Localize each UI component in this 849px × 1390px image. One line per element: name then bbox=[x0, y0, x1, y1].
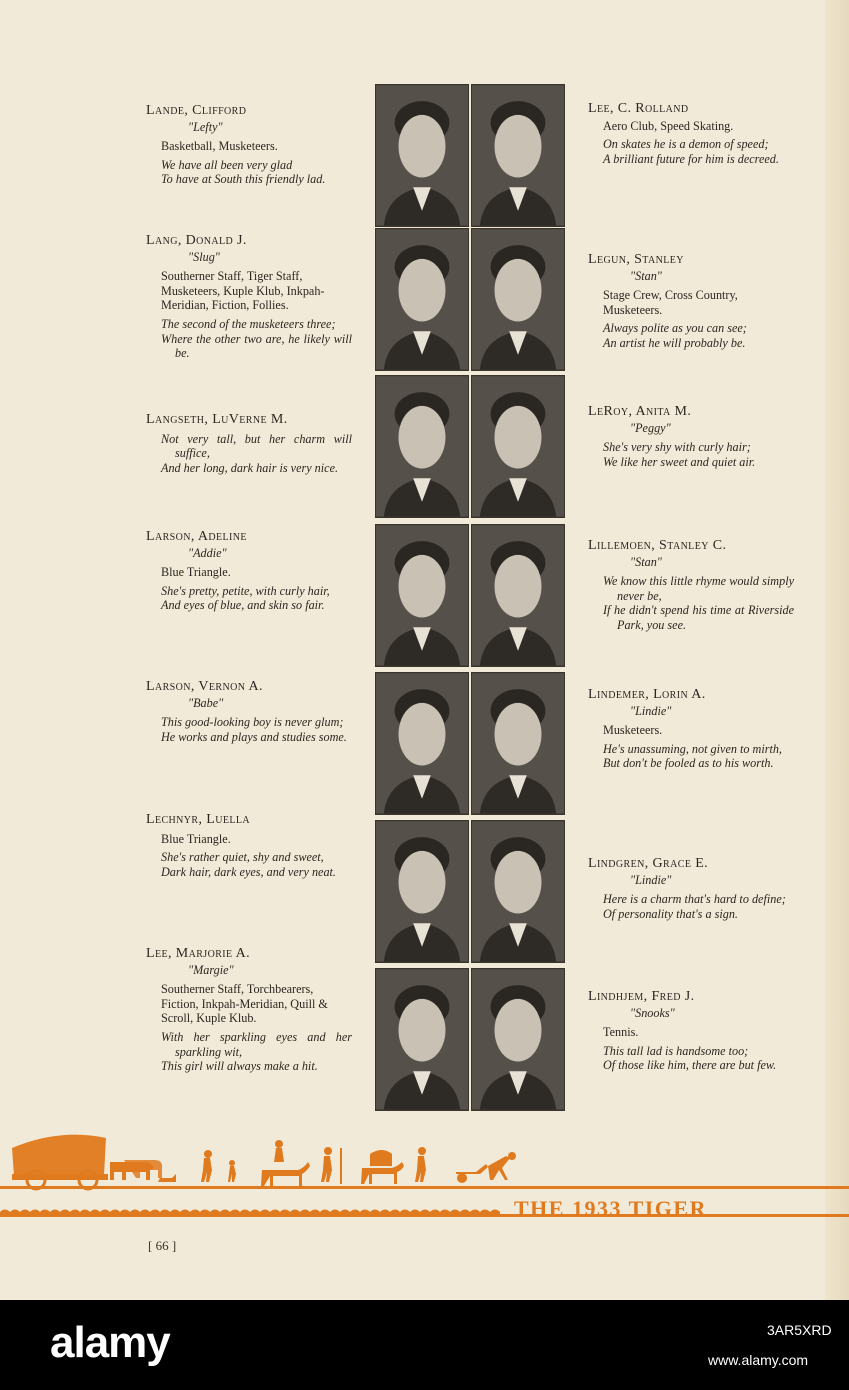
student-entry bbox=[588, 688, 794, 771]
verse-line: Of those like him, there are but few. bbox=[603, 1058, 777, 1073]
student-activities: Stage Crew, Cross Country, Musketeers. bbox=[603, 288, 738, 317]
student-entry bbox=[146, 234, 352, 361]
verse-line: To have at South this friendly lad. bbox=[161, 172, 326, 187]
student-verse bbox=[146, 432, 352, 476]
student-verse bbox=[588, 742, 794, 771]
student-name: Lillemoen, Stanley C. bbox=[588, 538, 727, 553]
verse-line: We know this little rhyme would simply never be, bbox=[603, 574, 794, 603]
student-verse bbox=[146, 850, 352, 879]
student-verse bbox=[588, 137, 794, 166]
student-activities: Musketeers. bbox=[603, 723, 663, 738]
student-verse bbox=[588, 440, 794, 469]
student-verse bbox=[146, 317, 352, 361]
student-portrait bbox=[375, 524, 469, 667]
verse-line: Not very tall, but her charm will suffice, bbox=[161, 431, 352, 461]
student-nickname: "Babe" bbox=[188, 695, 224, 710]
student-activities: Aero Club, Speed Skating. bbox=[603, 118, 734, 133]
verse-line: We have all been very glad bbox=[161, 157, 293, 172]
student-portrait bbox=[375, 968, 469, 1111]
verse-line: If he didn't spend his time at Riverside Park, you see. bbox=[603, 603, 794, 632]
watermark-url: www.alamy.com bbox=[708, 1352, 809, 1368]
student-nickname: "Stan" bbox=[630, 554, 662, 569]
student-activities: Southerner Staff, Torchbearers, Fiction, Inkpah-Meridian, Quill & Scroll, Kuple Klub. bbox=[161, 982, 328, 1026]
student-nickname: "Lindie" bbox=[630, 872, 672, 887]
student-verse bbox=[146, 1030, 352, 1074]
yearbook-title: THE 1933 TIGER bbox=[514, 1196, 707, 1221]
wagon-train-frieze bbox=[0, 1118, 849, 1228]
student-entry bbox=[588, 990, 794, 1073]
verse-line: This good-looking boy is never glum; bbox=[161, 715, 344, 730]
student-portrait bbox=[471, 820, 565, 963]
student-name: Lee, Marjorie A. bbox=[146, 946, 251, 961]
student-name: Lang, Donald J. bbox=[146, 233, 247, 248]
student-nickname: "Snooks" bbox=[630, 1005, 675, 1020]
verse-line: And her long, dark hair is very nice. bbox=[161, 460, 339, 475]
student-nickname: "Lindie" bbox=[630, 703, 672, 718]
student-entry bbox=[146, 104, 352, 187]
student-verse bbox=[588, 574, 794, 632]
verse-line: She's pretty, petite, with curly hair, bbox=[161, 583, 330, 598]
student-portrait bbox=[375, 84, 469, 227]
verse-line: An artist he will probably be. bbox=[603, 335, 746, 350]
student-portrait bbox=[471, 672, 565, 815]
student-verse bbox=[588, 1044, 794, 1073]
student-verse bbox=[146, 584, 352, 613]
student-name: Lande, Clifford bbox=[146, 103, 247, 118]
student-name: Langseth, LuVerne M. bbox=[146, 412, 288, 427]
verse-line: He works and plays and studies some. bbox=[161, 729, 347, 744]
student-entry bbox=[588, 102, 794, 166]
student-name: Larson, Vernon A. bbox=[146, 679, 263, 694]
student-entry bbox=[588, 253, 794, 351]
student-nickname: "Addie" bbox=[188, 545, 227, 560]
student-entry bbox=[146, 813, 352, 879]
student-activities: Blue Triangle. bbox=[161, 565, 231, 580]
student-portrait bbox=[471, 228, 565, 371]
student-nickname: "Lefty" bbox=[188, 119, 223, 134]
student-entry bbox=[146, 947, 352, 1074]
student-name: Lindhjem, Fred J. bbox=[588, 989, 695, 1004]
student-nickname: "Stan" bbox=[630, 268, 662, 283]
verse-line: With her sparkling eyes and her sparkling wit, bbox=[161, 1029, 352, 1059]
student-nickname: "Slug" bbox=[188, 249, 220, 264]
student-entry bbox=[588, 405, 794, 469]
student-activities: Tennis. bbox=[603, 1025, 639, 1040]
verse-line: A brilliant future for him is decreed. bbox=[603, 151, 779, 166]
verse-line: Of personality that's a sign. bbox=[603, 906, 738, 921]
image-code: 3AR5XRD bbox=[767, 1322, 832, 1338]
student-entry bbox=[146, 413, 352, 475]
student-nickname: "Peggy" bbox=[630, 420, 671, 435]
student-name: LeRoy, Anita M. bbox=[588, 404, 692, 419]
verse-line: But don't be fooled as to his worth. bbox=[603, 756, 774, 771]
verse-line: And eyes of blue, and skin so fair. bbox=[161, 598, 325, 613]
page-number: [ 66 ] bbox=[148, 1238, 177, 1253]
verse-line: We like her sweet and quiet air. bbox=[603, 454, 756, 469]
student-entry bbox=[588, 857, 794, 921]
verse-line: This girl will always make a hit. bbox=[161, 1059, 318, 1074]
student-name: Legun, Stanley bbox=[588, 252, 684, 267]
verse-line: She's rather quiet, shy and sweet, bbox=[161, 850, 324, 865]
student-verse bbox=[588, 321, 794, 350]
student-portrait bbox=[471, 84, 565, 227]
student-portrait bbox=[375, 375, 469, 518]
verse-line: Always polite as you can see; bbox=[603, 321, 747, 336]
student-verse bbox=[146, 715, 352, 744]
student-name: Lee, C. Rolland bbox=[588, 101, 689, 116]
verse-line: On skates he is a demon of speed; bbox=[603, 137, 769, 152]
verse-line: He's unassuming, not given to mirth, bbox=[603, 741, 782, 756]
student-portrait bbox=[375, 228, 469, 371]
verse-line: Here is a charm that's hard to define; bbox=[603, 892, 786, 907]
student-portrait bbox=[375, 820, 469, 963]
student-portrait bbox=[471, 968, 565, 1111]
verse-line: The second of the musketeers three; bbox=[161, 316, 336, 331]
student-activities: Basketball, Musketeers. bbox=[161, 139, 278, 154]
student-portrait bbox=[471, 524, 565, 667]
student-verse bbox=[146, 158, 352, 187]
student-portrait bbox=[375, 672, 469, 815]
student-name: Lechnyr, Luella bbox=[146, 812, 250, 827]
verse-line: Where the other two are, he likely will be. bbox=[161, 331, 352, 361]
student-activities: Blue Triangle. bbox=[161, 831, 231, 846]
page-edge bbox=[825, 0, 849, 1300]
student-name: Lindgren, Grace E. bbox=[588, 856, 709, 871]
verse-line: She's very shy with curly hair; bbox=[603, 440, 751, 455]
student-portrait bbox=[471, 375, 565, 518]
student-name: Larson, Adeline bbox=[146, 529, 247, 544]
student-entry bbox=[146, 680, 352, 744]
student-activities: Southerner Staff, Tiger Staff, Musketeers, Kuple Klub, Inkpah-Meridian, Fiction, Follies. bbox=[161, 269, 325, 313]
student-name: Lindemer, Lorin A. bbox=[588, 687, 706, 702]
verse-line: Dark hair, dark eyes, and very neat. bbox=[161, 864, 336, 879]
watermark-brand: alamy bbox=[50, 1318, 170, 1367]
student-entry bbox=[588, 539, 794, 633]
verse-line: This tall lad is handsome too; bbox=[603, 1043, 749, 1058]
student-entry bbox=[146, 530, 352, 613]
student-verse bbox=[588, 892, 794, 921]
student-nickname: "Margie" bbox=[188, 962, 234, 977]
